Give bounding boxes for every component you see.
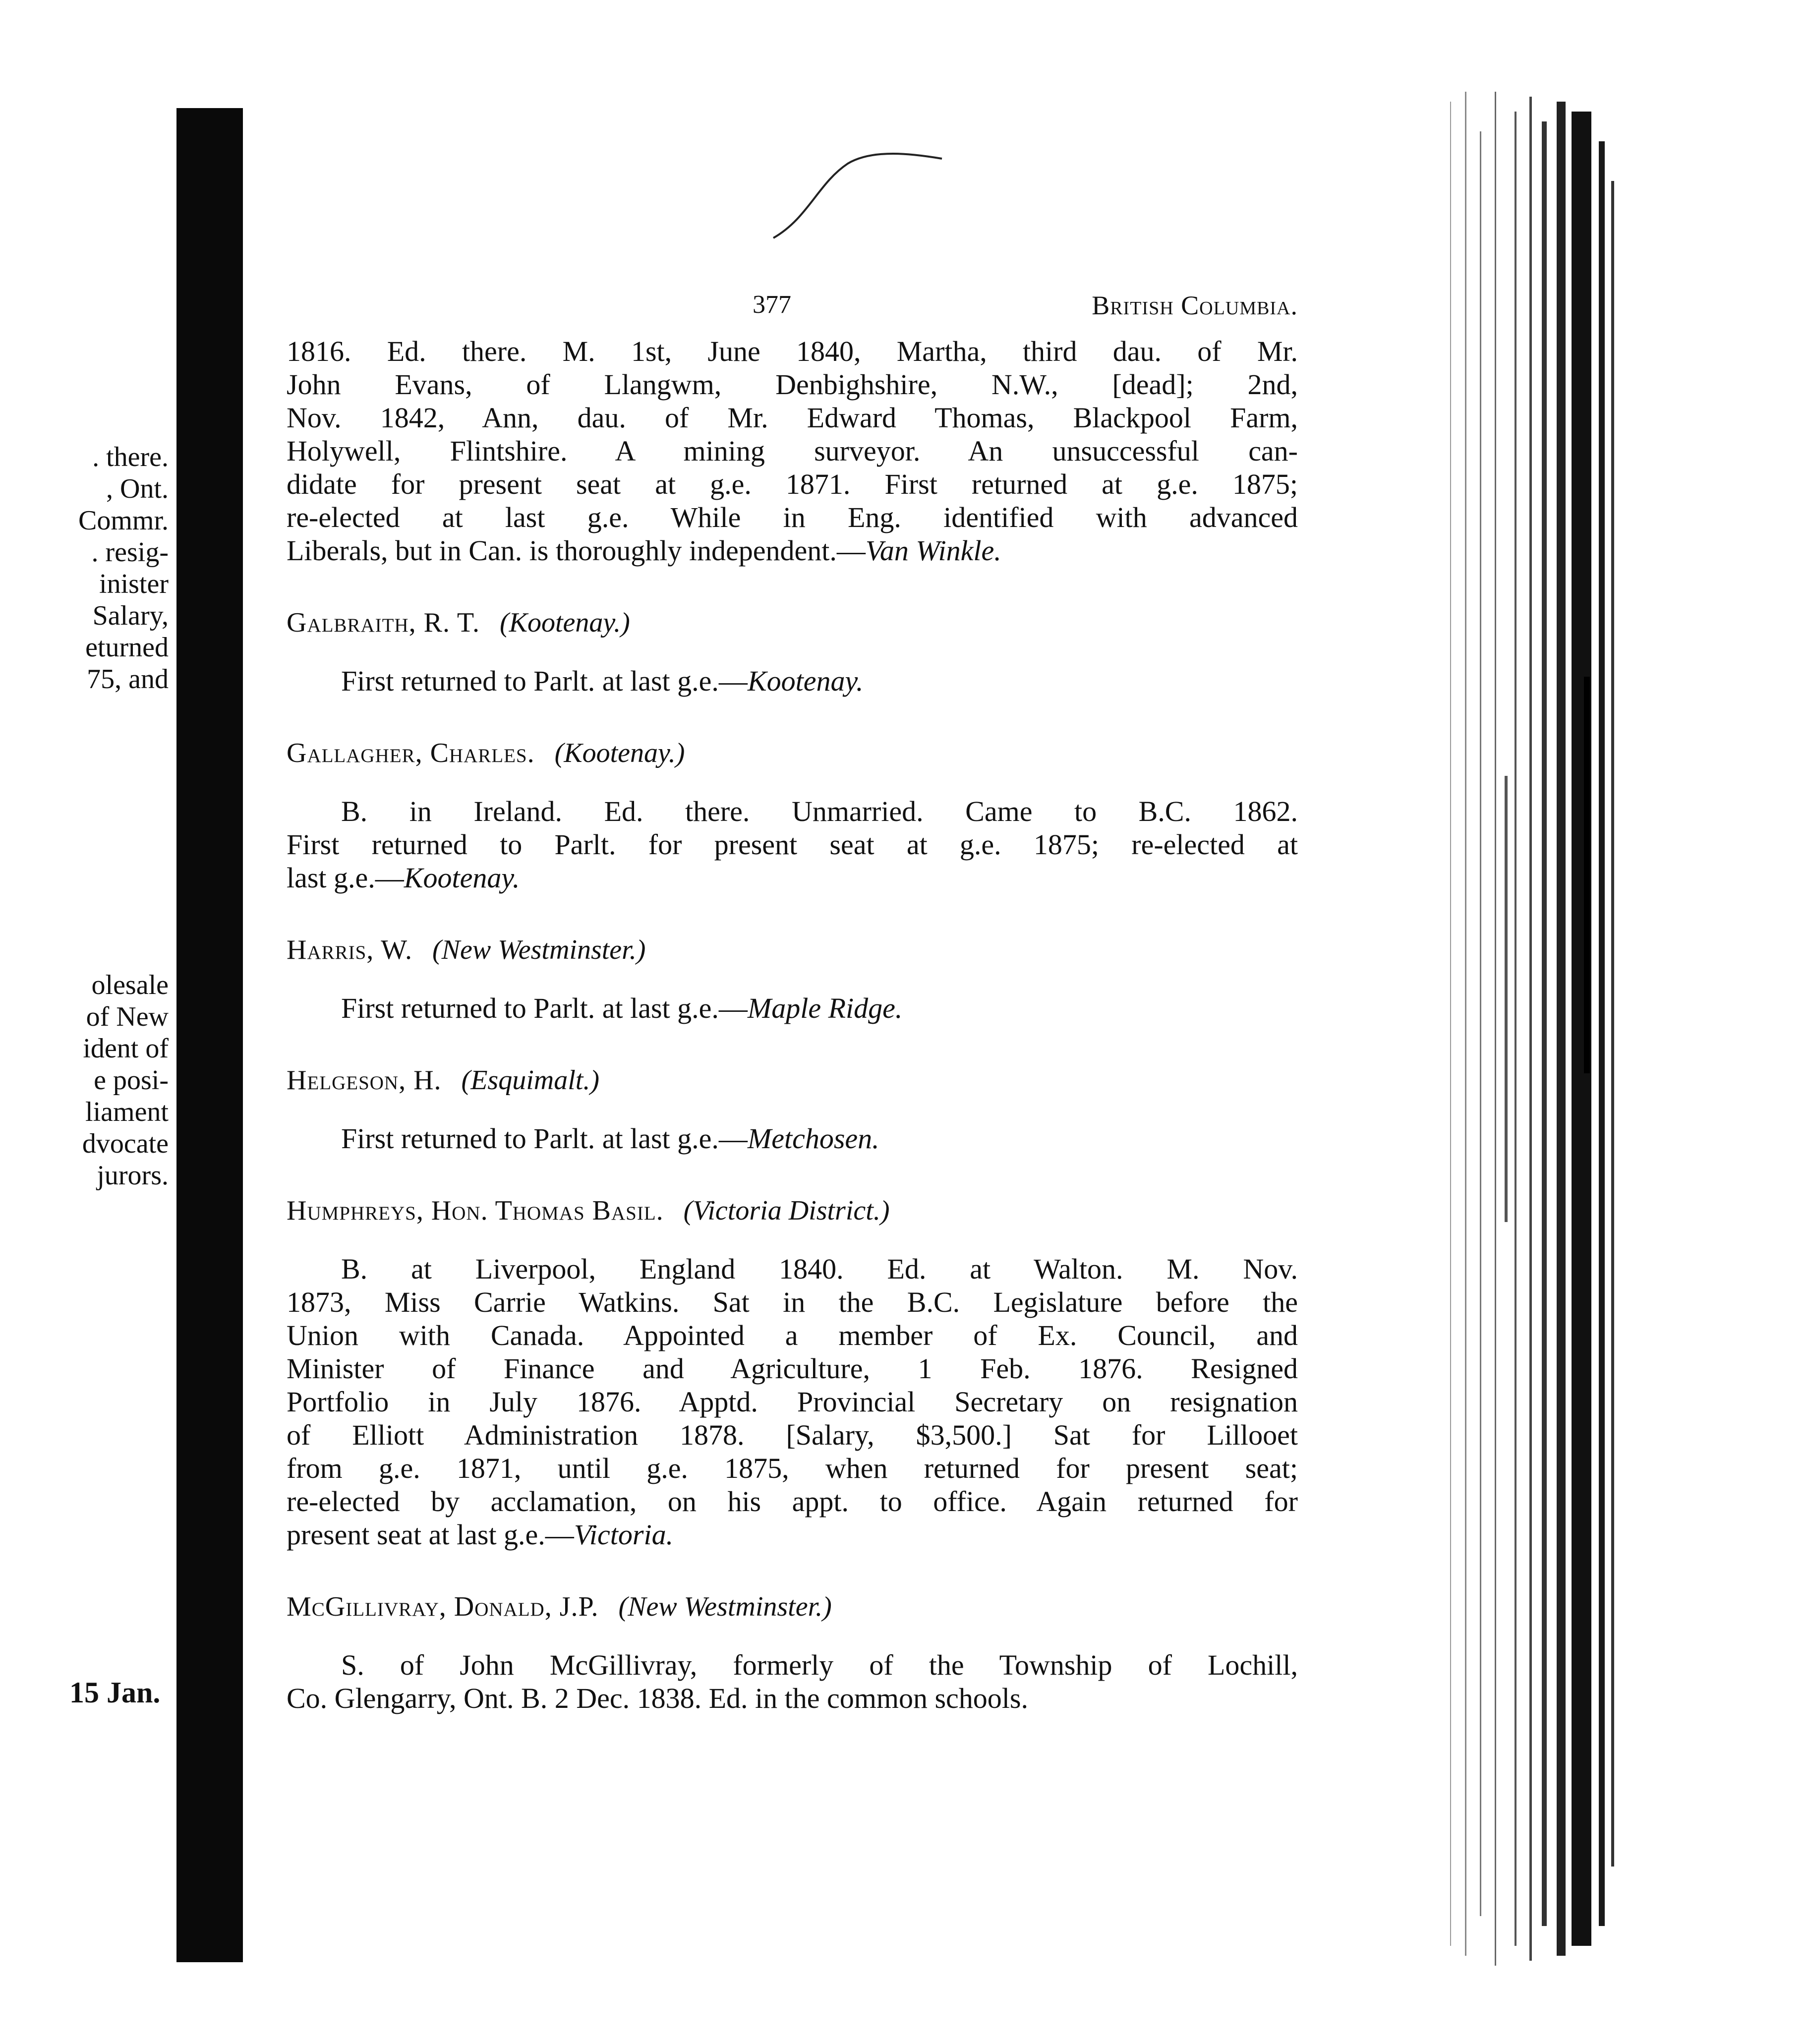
constituency-tag: Kootenay. (747, 665, 864, 697)
margin-fragment-line: ident of (83, 1033, 169, 1064)
text-line: First returned to Parlt. at last g.e.—Kootenay. (341, 665, 864, 697)
text-line: B. at Liverpool, England 1840. Ed. at Walton. M. Nov. (341, 1253, 1298, 1285)
constituency-tag: Van Winkle. (865, 534, 1001, 567)
text-line: First returned to Parlt. at last g.e.—Metchosen. (341, 1122, 879, 1155)
text-line: present seat at last g.e.—Victoria. (287, 1518, 674, 1551)
member-name: Harris, W. (287, 934, 413, 965)
entry-paragraph (287, 795, 1298, 894)
text-line: Union with Canada. Appointed a member of Ex. Council, and (287, 1319, 1298, 1351)
margin-fragment-line: eturned (85, 632, 169, 663)
text-line: Holywell, Flintshire. A mining surveyor. An unsuccessful can- (287, 435, 1298, 467)
entry-heading (287, 607, 1298, 639)
page-body (287, 290, 1298, 1715)
text-line: of Elliott Administration 1878. [Salary, $3,500.] Sat for Lillooet (287, 1419, 1298, 1451)
margin-fragment-line: e posi- (94, 1065, 169, 1096)
binding-shadow-bar (176, 108, 243, 1962)
margin-fragment-line: 75, and (87, 664, 169, 695)
entry-paragraph (287, 1122, 1298, 1155)
member-name: McGillivray, Donald, J.P. (287, 1591, 599, 1622)
text-line: didate for present seat at g.e. 1871. First returned at g.e. 1875; (287, 468, 1298, 500)
text-line: 1873, Miss Carrie Watkins. Sat in the B.C. Legislature before the (287, 1286, 1298, 1318)
constituency-tag: Metchosen. (747, 1122, 879, 1155)
member-name: Humphreys, Hon. Thomas Basil. (287, 1195, 664, 1226)
member-name: Galbraith, R. T. (287, 607, 480, 638)
entry-heading (287, 1064, 1298, 1096)
margin-fragment-line: dvocate (82, 1128, 169, 1159)
entry-paragraph (287, 1648, 1298, 1715)
entry-paragraph (287, 992, 1298, 1025)
entry-heading (287, 737, 1298, 769)
page-edge-stack (1435, 82, 1648, 1981)
text-line: John Evans, of Llangwm, Denbighshire, N.W., [dead]; 2nd, (287, 368, 1298, 401)
margin-fragment-line: inister (99, 569, 169, 599)
text-line: re-elected at last g.e. While in Eng. identified with advanced (287, 501, 1298, 533)
member-constituency: (Kootenay.) (554, 738, 685, 768)
section-title: British Columbia. (1092, 291, 1298, 320)
member-constituency: (Victoria District.) (683, 1195, 890, 1226)
entry-paragraph (287, 1252, 1298, 1551)
entry-heading (287, 934, 1298, 966)
entry-heading (287, 1591, 1298, 1623)
facing-page-date-note: 15 Jan. (69, 1676, 161, 1709)
member-name: Helgeson, H. (287, 1065, 442, 1096)
member-constituency: (Kootenay.) (499, 607, 630, 638)
margin-fragment-line: Commr. (78, 505, 169, 536)
text-line: Nov. 1842, Ann, dau. of Mr. Edward Thomas, Blackpool Farm, (287, 402, 1298, 434)
member-constituency: (New Westminster.) (618, 1591, 832, 1622)
margin-fragment-line: olesale (91, 970, 169, 1000)
margin-fragment-line: Salary, (92, 600, 169, 631)
text-line: First returned to Parlt. for present seat at g.e. 1875; re-elected at (287, 828, 1298, 861)
margin-fragment-line: jurors. (97, 1160, 169, 1191)
constituency-tag: Victoria. (574, 1518, 674, 1551)
pen-stroke-mark (763, 144, 952, 253)
running-header (287, 290, 1298, 335)
margin-fragment-line: , Ont. (106, 473, 169, 504)
member-constituency: (New Westminster.) (432, 934, 646, 965)
text-line: Minister of Finance and Agriculture, 1 Feb. 1876. Resigned (287, 1352, 1298, 1385)
margin-fragment-line: . there. (92, 442, 169, 472)
member-constituency: (Esquimalt.) (461, 1065, 599, 1096)
text-line: 1816. Ed. there. M. 1st, June 1840, Martha, third dau. of Mr. (287, 335, 1298, 367)
facing-page-fragments-middle (0, 969, 169, 1191)
entry-paragraph (287, 335, 1298, 567)
text-line: from g.e. 1871, until g.e. 1875, when returned for present seat; (287, 1452, 1298, 1484)
margin-fragment-line: of New (86, 1001, 169, 1032)
text-line: B. in Ireland. Ed. there. Unmarried. Came to B.C. 1862. (341, 795, 1298, 827)
constituency-tag: Kootenay. (404, 862, 520, 894)
text-line: Portfolio in July 1876. Apptd. Provincial Secretary on resignation (287, 1386, 1298, 1418)
facing-page-fragments-top (0, 441, 169, 695)
text-line: First returned to Parlt. at last g.e.—Maple Ridge. (341, 992, 903, 1024)
page-number: 377 (753, 291, 791, 319)
constituency-tag: Maple Ridge. (747, 992, 903, 1024)
text-line: Liberals, but in Can. is thoroughly independent.—Van Winkle. (287, 534, 1001, 567)
entry-paragraph (287, 664, 1298, 698)
member-name: Gallagher, Charles. (287, 738, 535, 768)
text-line: Co. Glengarry, Ont. B. 2 Dec. 1838. Ed. in the common schools. (287, 1682, 1028, 1714)
text-line: S. of John McGillivray, formerly of the Township of Lochill, (341, 1649, 1298, 1681)
text-line: re-elected by acclamation, on his appt. to office. Again returned for (287, 1485, 1298, 1518)
margin-fragment-line: liament (85, 1097, 169, 1127)
text-line: last g.e.—Kootenay. (287, 862, 520, 894)
entry-heading (287, 1195, 1298, 1226)
margin-fragment-line: . resig- (91, 537, 169, 568)
